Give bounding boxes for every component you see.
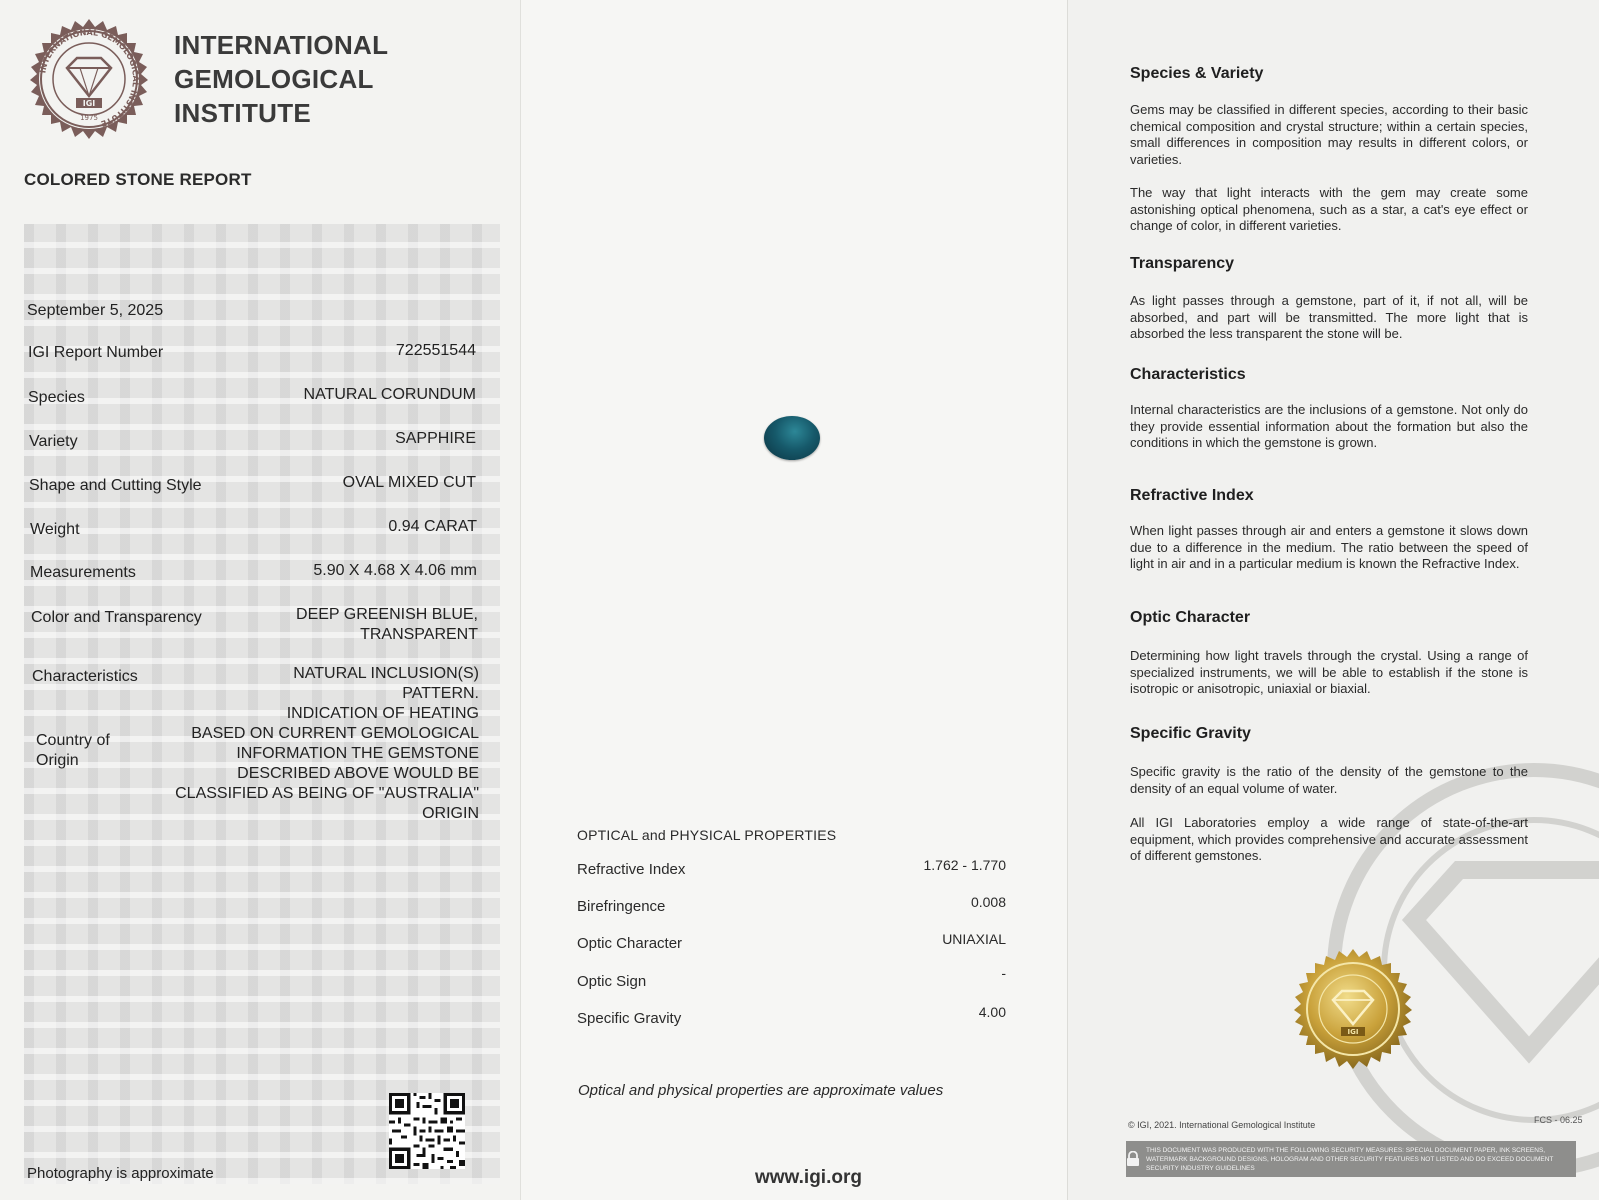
field-value-species: NATURAL CORUNDUM xyxy=(303,386,476,403)
value-line: BASED ON CURRENT GEMOLOGICAL xyxy=(191,725,479,742)
svg-text:IGI: IGI xyxy=(1347,1028,1359,1036)
field-label-measurements: Measurements xyxy=(30,564,136,581)
field-value-variety: SAPPHIRE xyxy=(395,430,476,447)
section-text: Specific gravity is the ratio of the density of the gemstone to the density of an equal volume of water. xyxy=(1130,764,1528,796)
photography-note: Photography is approximate xyxy=(27,1165,214,1182)
field-label-characteristics: Characteristics xyxy=(32,668,138,685)
section-text: Gems may be classified in different species, according to their basic chemical composition and crystal structure; within a certain species, small differences in composition may results in different colors, or varieties. xyxy=(1130,102,1528,167)
section-title-species-variety: Species & Variety xyxy=(1130,65,1264,82)
approximate-values-note: Optical and physical properties are approximate values xyxy=(578,1082,944,1099)
field-label-weight: Weight xyxy=(30,521,80,538)
svg-text:IGI: IGI xyxy=(82,99,96,108)
field-label-origin xyxy=(36,731,110,771)
institute-name-line: INSTITUTE xyxy=(174,98,312,128)
lock-icon xyxy=(1126,1141,1140,1177)
value-line: CLASSIFIED AS BEING OF "AUSTRALIA" xyxy=(175,785,479,802)
value-line: ORIGIN xyxy=(422,805,479,822)
institute-name xyxy=(174,28,388,130)
label-line: Origin xyxy=(36,752,79,769)
report-middle-panel xyxy=(520,0,1067,1200)
form-code: FCS - 06.25 xyxy=(1534,1115,1583,1125)
report-title: COLORED STONE REPORT xyxy=(24,170,252,189)
property-value-refractive-index: 1.762 - 1.770 xyxy=(923,857,1006,873)
section-title-characteristics: Characteristics xyxy=(1130,366,1246,383)
properties-title: OPTICAL and PHYSICAL PROPERTIES xyxy=(577,827,837,843)
qr-code[interactable] xyxy=(389,1093,465,1169)
field-value-weight: 0.94 CARAT xyxy=(388,518,477,535)
value-line: DEEP GREENISH BLUE, xyxy=(296,606,478,623)
seal-ring-text: INTERNATIONAL GEMOLOGICAL INSTITUTE xyxy=(38,27,141,129)
gemstone-photo xyxy=(764,416,820,460)
property-label-refractive-index: Refractive Index xyxy=(577,861,686,878)
field-label-species: Species xyxy=(28,389,85,406)
value-line: INFORMATION THE GEMSTONE xyxy=(236,745,479,762)
field-label-shape: Shape and Cutting Style xyxy=(29,477,202,494)
igi-logo-seal xyxy=(22,12,156,146)
field-value-origin xyxy=(175,724,479,824)
security-note: THIS DOCUMENT WAS PRODUCED WITH THE FOLLOWING SECURITY MEASURES: SPECIAL DOCUMENT PAPER, INK SCREENS, WATERMARK BACKGROUND DESIGNS, HOLOGRAM AND OTHER SECURITY FEATURES NOT LISTED AND DO EXCEED DOCUMENT SECURITY INDUSTRY GUIDELINES xyxy=(1146,1146,1554,1172)
section-text: Determining how light travels through the crystal. Using a range of specialized instruments, we will be able to establish if the stone is isotropic or anisotropic, uniaxial or biaxial. xyxy=(1130,648,1528,696)
property-value-specific-gravity: 4.00 xyxy=(978,1004,1006,1020)
institute-name-line: GEMOLOGICAL xyxy=(174,64,374,94)
section-text: The way that light interacts with the gem may create some astonishing optical phenomena, such as a star, a cat's eye effect or change of color, in different varieties. xyxy=(1130,185,1528,233)
property-value-optic-sign: - xyxy=(1001,965,1006,981)
website-link[interactable]: www.igi.org xyxy=(755,1167,862,1188)
value-line: PATTERN. xyxy=(402,685,479,702)
section-title-refractive-index: Refractive Index xyxy=(1130,487,1254,504)
seal-year: 1975 xyxy=(80,114,98,122)
section-title-specific-gravity: Specific Gravity xyxy=(1130,725,1251,742)
field-label-variety: Variety xyxy=(29,433,78,450)
field-value-color xyxy=(296,605,478,645)
field-value-shape: OVAL MIXED CUT xyxy=(342,474,476,491)
property-label-specific-gravity: Specific Gravity xyxy=(577,1010,682,1027)
section-text: When light passes through air and enters a gemstone it slows down due to a difference in the medium. The ratio between the speed of light in air and in a particular medium is known the Refractive Index. xyxy=(1130,523,1528,571)
field-value-characteristics xyxy=(287,664,479,724)
value-line: NATURAL INCLUSION(S) xyxy=(293,665,479,682)
section-text: As light passes through a gemstone, part of it, if not all, will be absorbed, and part will be transmitted. The more light that is absorbed the less transparent the stone will be. xyxy=(1130,293,1528,341)
property-label-birefringence: Birefringence xyxy=(577,898,666,915)
igi-gold-hologram-seal xyxy=(1288,944,1418,1074)
value-line: DESCRIBED ABOVE WOULD BE xyxy=(237,765,479,782)
section-title-optic-character: Optic Character xyxy=(1130,609,1251,626)
copyright-text: © IGI, 2021. International Gemological Institute xyxy=(1128,1120,1316,1130)
field-label-report-number: IGI Report Number xyxy=(28,344,164,361)
field-label-color: Color and Transparency xyxy=(31,609,202,626)
property-label-optic-sign: Optic Sign xyxy=(577,973,647,990)
field-value-measurements: 5.90 X 4.68 X 4.06 mm xyxy=(313,562,477,579)
institute-name-line: INTERNATIONAL xyxy=(174,30,389,60)
property-value-birefringence: 0.008 xyxy=(970,894,1006,910)
section-text: All IGI Laboratories employ a wide range of state-of-the-art equipment, which provides comprehensive and accurate assessment of different gemstones. xyxy=(1130,815,1528,863)
report-left-panel xyxy=(0,0,520,1200)
value-line: TRANSPARENT xyxy=(360,626,478,643)
property-value-optic-character: UNIAXIAL xyxy=(942,931,1006,947)
security-measures-bar xyxy=(1126,1141,1576,1177)
report-right-panel xyxy=(1067,0,1599,1200)
section-text: Internal characteristics are the inclusions of a gemstone. Not only do they provide essential information about the formation but also the conditions in which the gemstone is grown. xyxy=(1130,402,1528,450)
report-date: September 5, 2025 xyxy=(27,302,164,319)
section-title-transparency: Transparency xyxy=(1130,255,1235,272)
label-line: Country of xyxy=(36,732,110,749)
field-value-report-number: 722551544 xyxy=(395,342,476,359)
value-line: INDICATION OF HEATING xyxy=(286,705,479,722)
property-label-optic-character: Optic Character xyxy=(577,935,683,952)
